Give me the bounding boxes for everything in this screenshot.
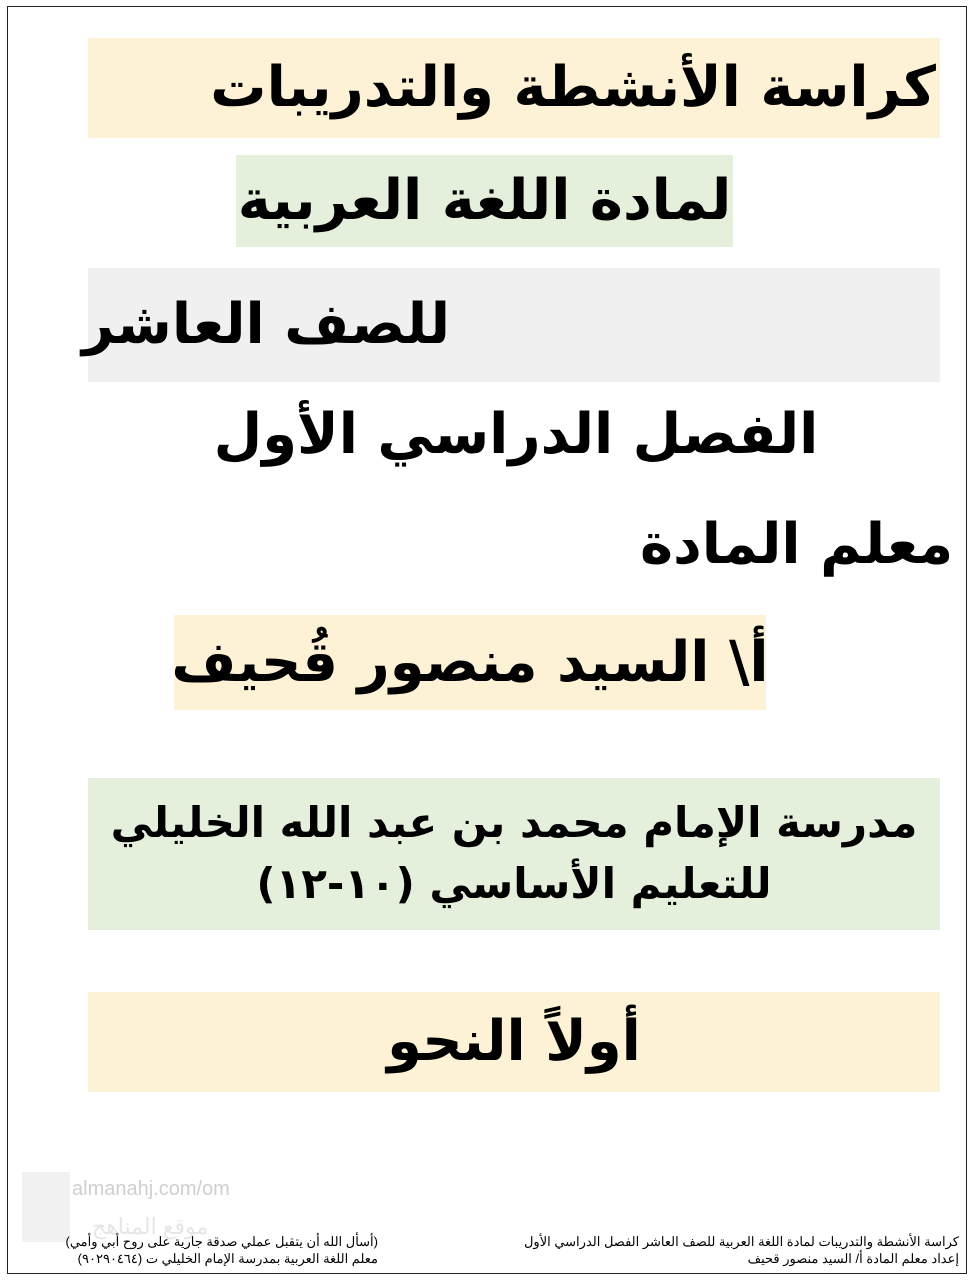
school-line-1: مدرسة الإمام محمد بن عبد الله الخليلي (110, 798, 918, 848)
watermark-text: موقع المناهج (92, 1214, 209, 1239)
footer-right-line-1: كراسة الأنشطة والتدريبات لمادة اللغة العربية للصف العاشر الفصل الدراسي الأول (523, 1234, 959, 1249)
footer-left (18, 1234, 378, 1268)
title-band (88, 38, 940, 138)
footer-right-line-2: إعداد معلم المادة أ/ السيد منصور قحيف (747, 1250, 959, 1266)
teacher-label: معلم المادة (640, 512, 954, 577)
title-line-1: كراسة الأنشطة والتدريبات (210, 55, 936, 120)
watermark-shape (22, 1172, 70, 1242)
semester-text: الفصل الدراسي الأول (213, 402, 819, 467)
school-band (88, 778, 940, 930)
footer-right (524, 1234, 959, 1268)
teacher-name-band (171, 615, 769, 710)
footer-left-line-1: (أسأل الله أن يتقبل عملي صدقة جارية على روح أبي وأمي) (65, 1234, 378, 1249)
title-line-3: للصف العاشر (81, 292, 450, 357)
grade-band (81, 268, 940, 382)
school-line-2: للتعليم الأساسي (١٠-١٢) (256, 859, 772, 908)
teacher-label-band (640, 505, 954, 585)
footer-left-line-2: معلم اللغة العربية بمدرسة الإمام الخليلي ت (٩٠٢٩٠٤٦٤) (77, 1250, 378, 1266)
subject-band (236, 155, 733, 247)
title-line-2: لمادة اللغة العربية (237, 168, 732, 233)
teacher-name: أ\ السيد منصور قُحيف (171, 629, 769, 695)
watermark-url: almanahj.com/om (72, 1178, 230, 1200)
section-heading-band (88, 992, 940, 1092)
section-heading: أولاً النحو (387, 1009, 641, 1074)
semester-band (213, 395, 819, 475)
